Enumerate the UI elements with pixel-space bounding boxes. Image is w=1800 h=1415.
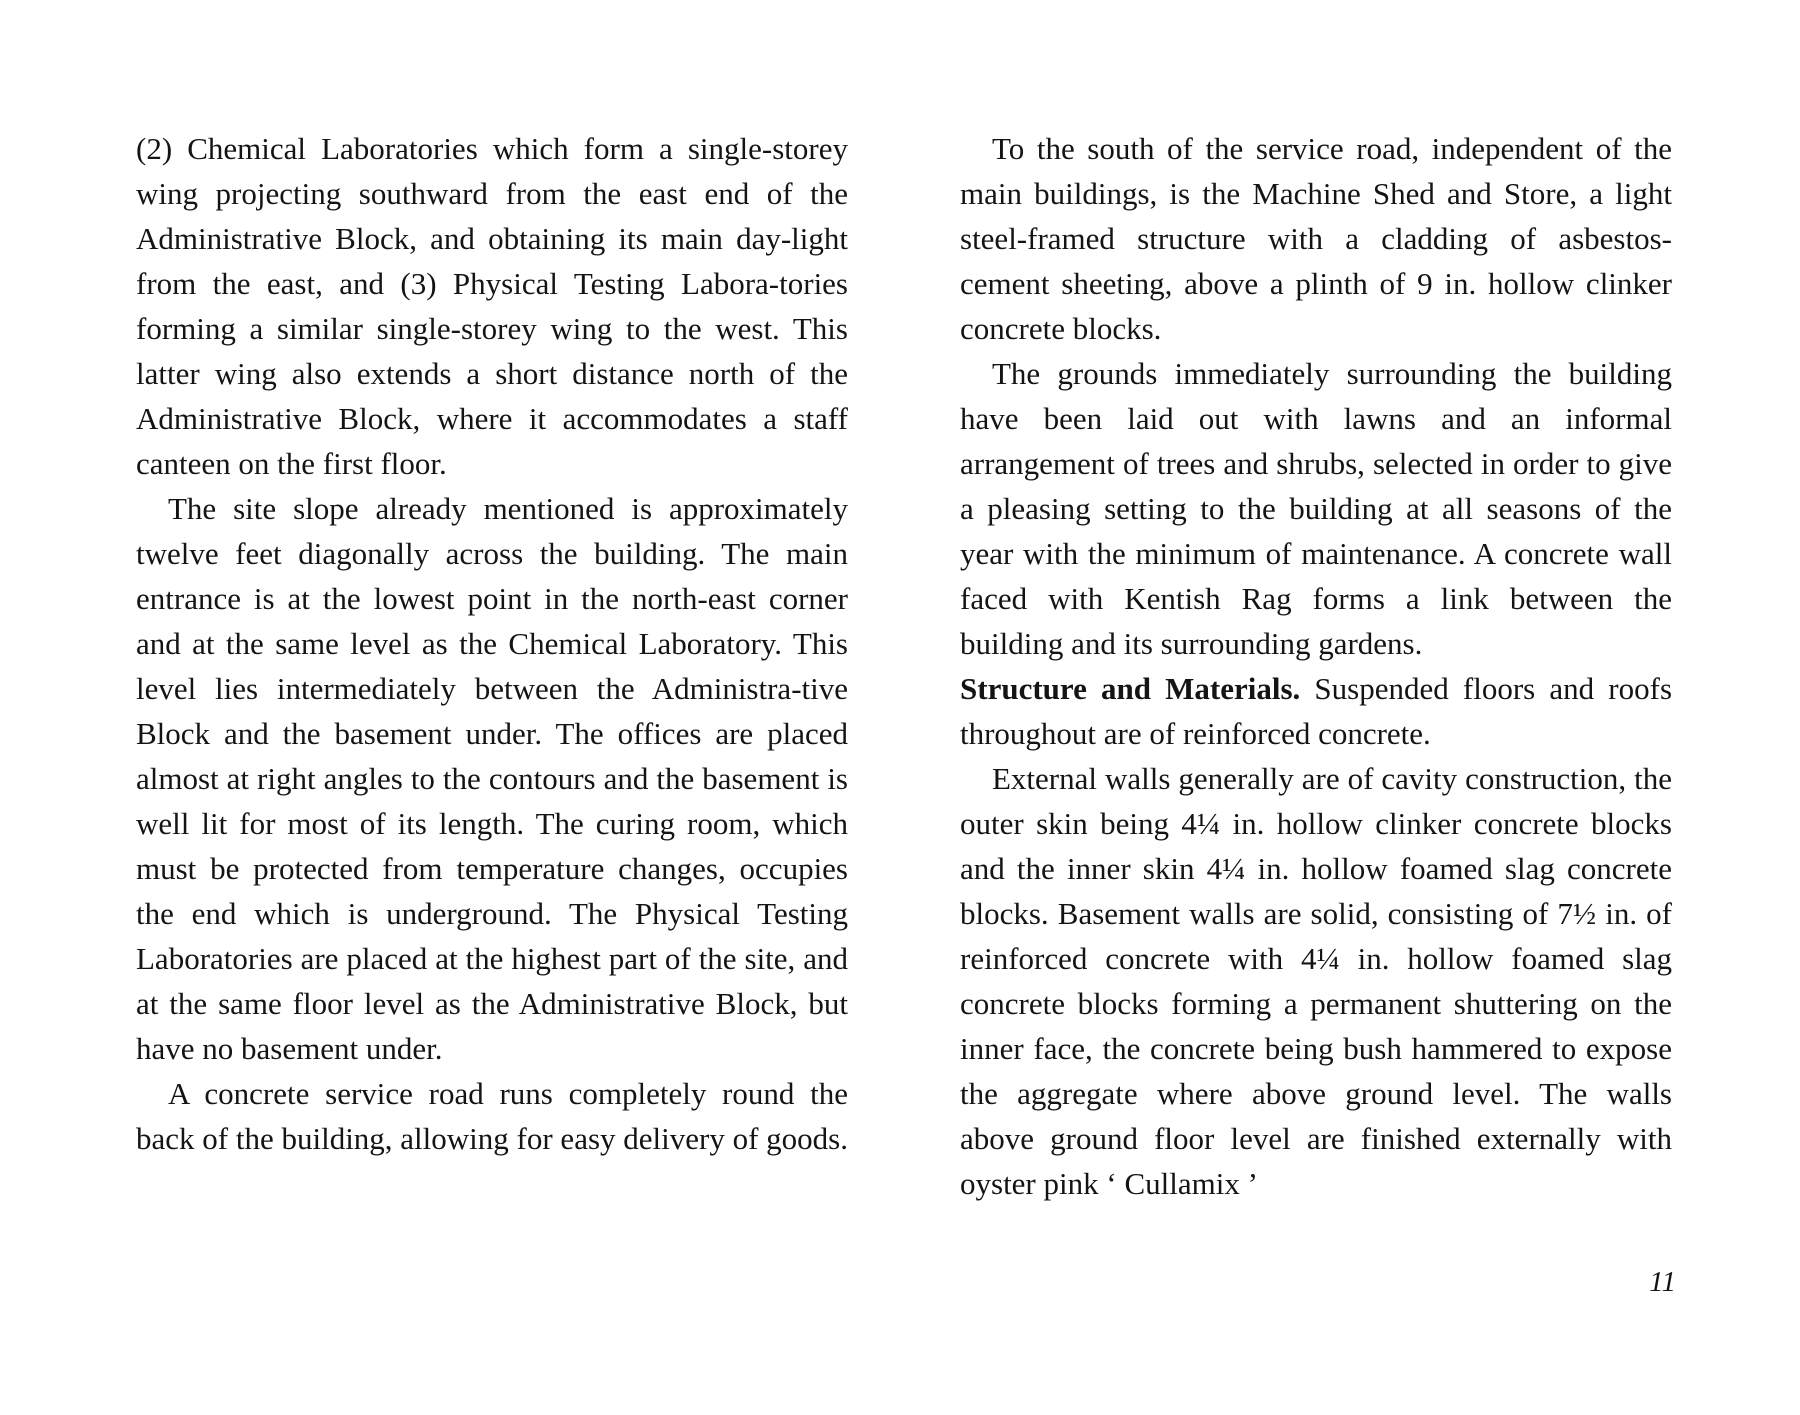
- left-column: [136, 126, 848, 1161]
- right-column: [960, 126, 1672, 1206]
- paragraph: A concrete service road runs completely round the back of the building, allowing for easy delivery of goods.: [136, 1076, 848, 1156]
- page-number: 11: [1649, 1266, 1676, 1298]
- paragraph: The grounds immediately surrounding the building have been laid out with lawns and an informal arrangement of trees and shrubs, selected in order to give a pleasing setting to the building at all seasons of the year with the minimum of maintenance. A concrete wall faced with Kentish Rag forms a link between the building and its surrounding gardens.: [960, 356, 1672, 661]
- section-heading: Structure and Materials.: [960, 671, 1301, 706]
- paragraph: The site slope already mentioned is approximately twelve feet diagonally across the building. The main entrance is at the lowest point in the north-east corner and at the same level as the Chemical Laboratory. This level lies intermediately between the Administra-tive Block and the basement under. The offices are placed almost at right angles to the contours and the basement is well lit for most of its length. The curing room, which must be protected from temperature changes, occupies the end which is underground. The Physical Testing Laboratories are placed at the highest part of the site, and at the same floor level as the Administrative Block, but have no basement under.: [136, 491, 848, 1066]
- section-paragraph: [960, 666, 1672, 756]
- paragraph: (2) Chemical Laboratories which form a single-storey wing projecting southward from the east end of the Administrative Block, and obtaining its main day-light from the east, and (3) Physical Testing Labora-tories forming a similar single-storey wing to the west. This latter wing also extends a short distance north of the Administrative Block, where it accommodates a staff canteen on the first floor.: [136, 131, 848, 481]
- section-text: Suspended floors and roofs throughout are of reinforced concrete.: [960, 671, 1673, 751]
- paragraph: External walls generally are of cavity construction, the outer skin being 4¼ in. hollow clinker concrete blocks and the inner skin 4¼ in. hollow foamed slag concrete blocks. Basement walls are solid, consisting of 7½ in. of reinforced concrete with 4¼ in. hollow foamed slag concrete blocks forming a permanent shuttering on the inner face, the concrete being bush hammered to expose the aggregate where above ground level. The walls above ground floor level are finished externally with oyster pink ‘ Cullamix ’: [960, 761, 1672, 1201]
- paragraph: To the south of the service road, independent of the main buildings, is the Machine Shed and Store, a light steel-framed structure with a cladding of asbestos-cement sheeting, above a plinth of 9 in. hollow clinker concrete blocks.: [960, 131, 1672, 346]
